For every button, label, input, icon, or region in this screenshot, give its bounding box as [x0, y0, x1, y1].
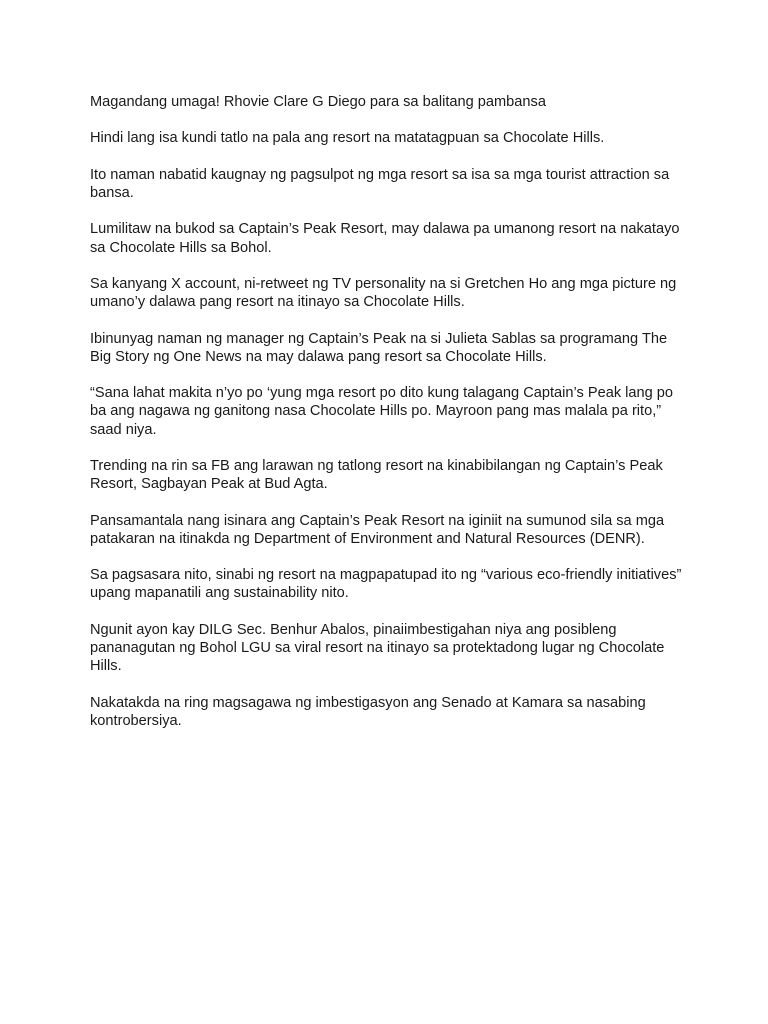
paragraph: Ngunit ayon kay DILG Sec. Benhur Abalos, pinaiimbestigahan niya ang posibleng pananagutan ng Bohol LGU sa viral resort na itinayo sa protektadong lugar ng Chocolate Hills.: [90, 621, 665, 675]
paragraph: Lumilitaw na bukod sa Captain’s Peak Resort, may dalawa pa umanong resort na nakatayo sa Chocolate Hills sa Bohol.: [90, 221, 680, 256]
document-body: [90, 93, 690, 748]
paragraph: Pansamantala nang isinara ang Captain’s Peak Resort na iginiit na sumunod sila sa mga patakaran na itinakda ng Department of Environment and Natural Resources (DENR).: [90, 512, 665, 547]
paragraph: Sa pagsasara nito, sinabi ng resort na magpapatupad ito ng “various eco-friendly initiatives” upang mapanatili ang sustainability nito.: [90, 567, 682, 602]
paragraph: Sa kanyang X account, ni-retweet ng TV personality na si Gretchen Ho ang mga picture ng umano’y dalawa pang resort na itinayo sa Chocolate Hills.: [90, 275, 677, 311]
paragraph: Ito naman nabatid kaugnay ng pagsulpot ng mga resort sa isa sa mga tourist attraction sa bansa.: [90, 166, 670, 201]
paragraph-greeting: Magandang umaga! Rhovie Clare G Diego para sa balitang pambansa: [90, 94, 546, 110]
paragraph: Ibinunyag naman ng manager ng Captain’s Peak na si Julieta Sablas sa programang The Big Story ng One News na may dalawa pang resort sa Chocolate Hills.: [90, 330, 668, 365]
paragraph: Trending na rin sa FB ang larawan ng tatlong resort na kinabibilangan ng Captain’s Peak Resort, Sagbayan Peak at Bud Agta.: [90, 457, 663, 493]
paragraph: Nakatakda na ring magsagawa ng imbestigasyon ang Senado at Kamara sa nasabing kontrobersiya.: [90, 694, 646, 729]
paragraph-quote: “Sana lahat makita n’yo po ‘yung mga resort po dito kung talagang Captain’s Peak lang po ba ang nagawa ng ganitong nasa Chocolate Hills po. Mayroon pang mas malala pa rito,” saad niya.: [90, 385, 674, 438]
paragraph: Hindi lang isa kundi tatlo na pala ang resort na matatagpuan sa Chocolate Hills.: [90, 130, 605, 147]
